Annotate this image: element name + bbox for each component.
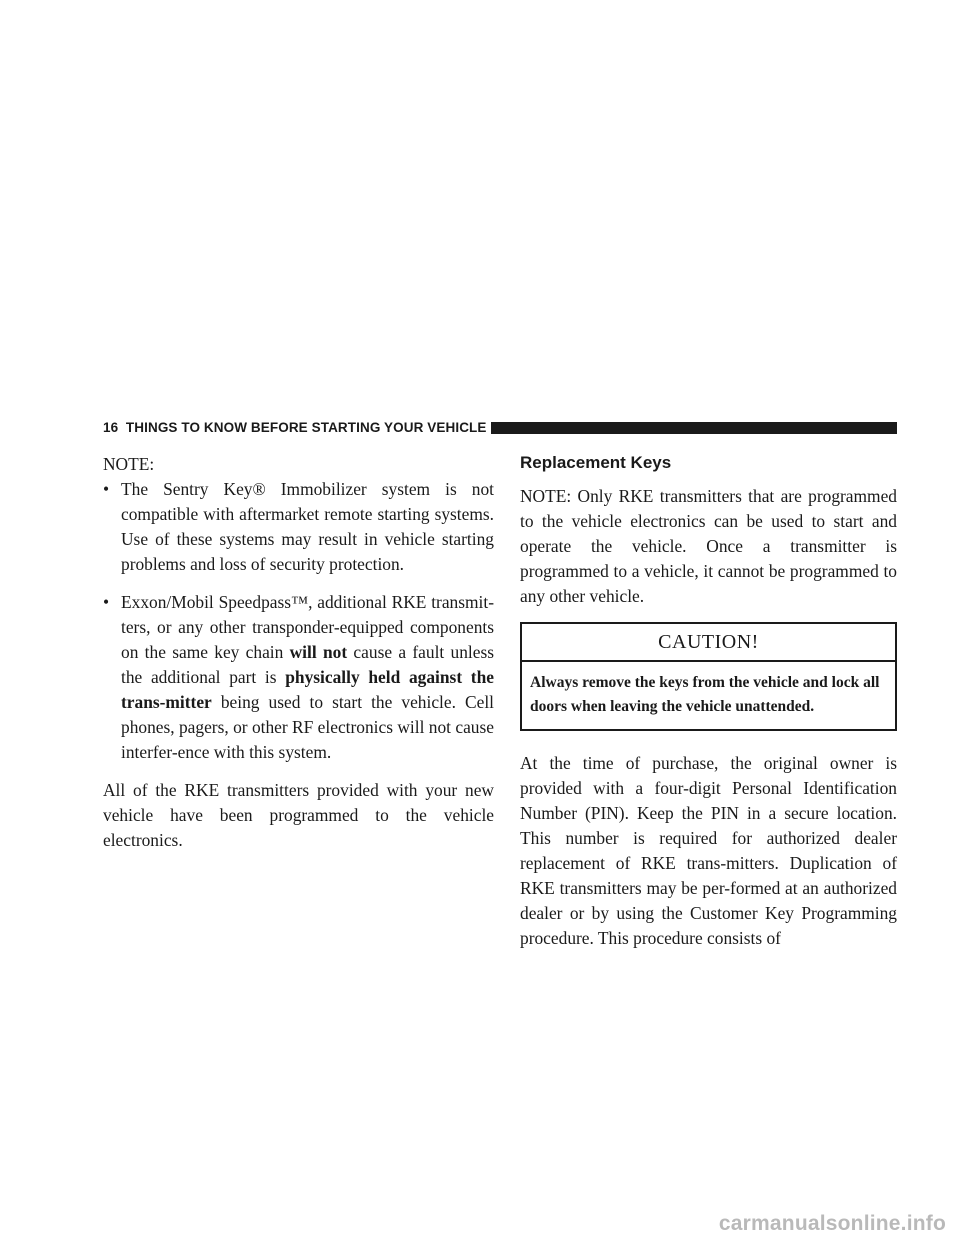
body-paragraph: All of the RKE transmitters provided with your new vehicle have been programmed to the vehicle electronics. xyxy=(103,780,494,850)
note-paragraph: NOTE: Only RKE transmitters that are programmed to the vehicle electronics can be used to start and operate the vehicle. Once a transmitter is programmed to a vehicle, it cannot be programmed to any other vehicle. xyxy=(520,486,897,606)
bullet-item-speedpass xyxy=(103,590,494,765)
caution-text: Always remove the keys from the vehicle and lock all doors when leaving the vehicle unattended. xyxy=(530,674,880,715)
note-label: NOTE: xyxy=(103,454,155,474)
watermark: carmanualsonline.info xyxy=(718,1212,946,1235)
body-paragraph: At the time of purchase, the original owner is provided with a four-digit Personal Identification Number (PIN). Keep the PIN in a secure location. This number is required for authorized dealer replacement of RKE trans-mitters. Duplication of RKE transmitters may be per-formed at an authorized dealer or by using the Customer Key Programming procedure. This procedure consists of xyxy=(520,753,897,948)
bullet-item-sentry-key xyxy=(103,477,494,577)
caution-box xyxy=(520,622,897,731)
right-column xyxy=(520,452,897,951)
caution-title: CAUTION! xyxy=(522,624,895,662)
left-column xyxy=(103,452,494,853)
section-heading: Replacement Keys xyxy=(520,453,672,472)
page-header xyxy=(103,418,897,440)
bullet-text: Exxon/Mobil Speedpass™, additional RKE transmit-ters, or any other transponder-equipped components on the same key chain will not cause a fault unless the additional part is physically held against the trans-mitter being used to start the vehicle. Cell phones, pagers, or other RF electronics will not cause interfer-ence with this system. xyxy=(121,592,495,762)
bullet-icon: • xyxy=(103,592,110,612)
header-rule xyxy=(491,422,897,434)
header-title: 16 THINGS TO KNOW BEFORE STARTING YOUR VEHICLE xyxy=(103,420,487,435)
bullet-text: The Sentry Key® Immobilizer system is not compatible with aftermarket remote starting systems. Use of these systems may result in vehicle starting problems and loss of security protection. xyxy=(121,479,494,574)
bullet-icon: • xyxy=(103,479,110,499)
